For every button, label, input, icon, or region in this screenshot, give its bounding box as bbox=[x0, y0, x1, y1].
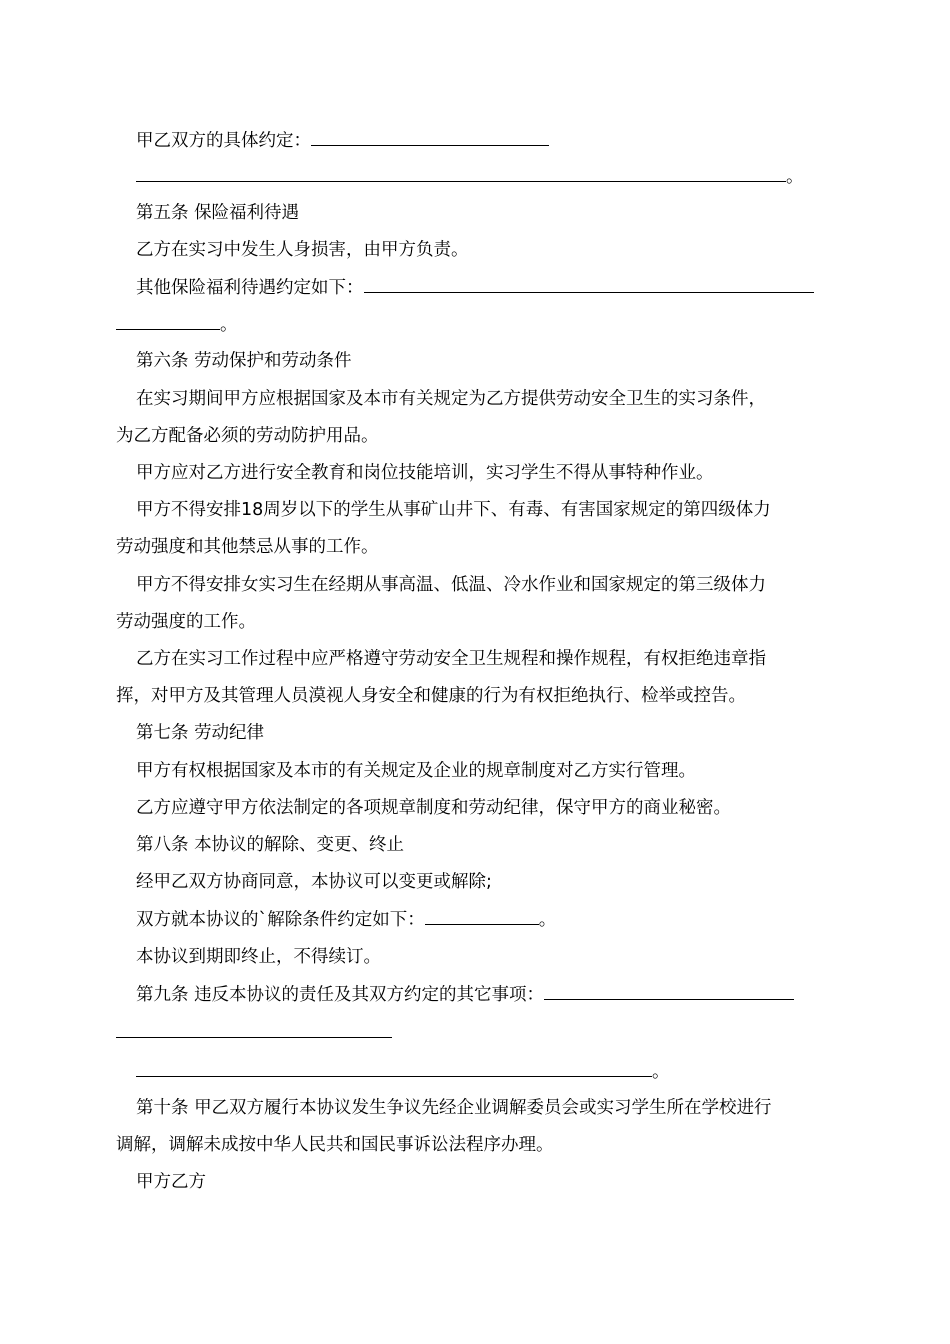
period: 。 bbox=[652, 1062, 670, 1082]
text-line bbox=[136, 1059, 856, 1083]
period: 。 bbox=[786, 167, 804, 187]
article-7-heading: 第七条 劳动纪律 bbox=[136, 723, 265, 743]
text-line: 乙方在实习中发生人身损害，由甲方负责。 bbox=[136, 240, 469, 260]
text-line bbox=[136, 164, 856, 188]
text-line bbox=[136, 907, 856, 931]
article-8-heading: 第八条 本协议的解除、变更、终止 bbox=[136, 835, 405, 855]
signature-parties: 甲方乙方 bbox=[136, 1172, 206, 1192]
blank-field[interactable] bbox=[364, 275, 814, 293]
text-line: 挥，对甲方及其管理人员漠视人身安全和健康的行为有权拒绝执行、检举或控告。 bbox=[116, 686, 746, 706]
text-line: 经甲乙双方协商同意，本协议可以变更或解除; bbox=[136, 872, 492, 892]
agreement-label: 甲乙双方的具体约定： bbox=[136, 131, 311, 151]
text-line: 乙方应遵守甲方依法制定的各项规章制度和劳动纪律，保守甲方的商业秘密。 bbox=[136, 798, 731, 818]
text-line bbox=[136, 275, 856, 299]
text-line bbox=[116, 312, 836, 336]
article-5-heading: 第五条 保险福利待遇 bbox=[136, 203, 300, 223]
text-line: 本协议到期即终止，不得续订。 bbox=[136, 947, 381, 967]
text-line: 甲方不得安排女实习生在经期从事高温、低温、冷水作业和国家规定的第三级体力 bbox=[136, 575, 766, 595]
text-line bbox=[136, 128, 856, 152]
blank-field[interactable] bbox=[116, 1037, 392, 1038]
period: 。 bbox=[220, 315, 238, 335]
text-line: 劳动强度和其他禁忌从事的工作。 bbox=[116, 537, 379, 557]
article-9-heading bbox=[136, 982, 856, 1006]
article-6-heading: 第六条 劳动保护和劳动条件 bbox=[136, 351, 352, 371]
blank-field[interactable] bbox=[136, 164, 786, 182]
text-line: 在实习期间甲方应根据国家及本市有关规定为乙方提供劳动安全卫生的实习条件， bbox=[136, 389, 766, 409]
text-line: 为乙方配备必须的劳动防护用品。 bbox=[116, 426, 379, 446]
blank-field[interactable] bbox=[136, 1059, 652, 1077]
blank-field[interactable] bbox=[311, 128, 549, 146]
article-10-heading: 第十条 甲乙双方履行本协议发生争议先经企业调解委员会或实习学生所在学校进行 bbox=[136, 1098, 772, 1118]
text-line: 劳动强度的工作。 bbox=[116, 612, 256, 632]
termination-label: 双方就本协议的`解除条件约定如下： bbox=[136, 910, 425, 930]
text-line: 甲方有权根据国家及本市的有关规定及企业的规章制度对乙方实行管理。 bbox=[136, 761, 696, 781]
blank-field[interactable] bbox=[544, 982, 794, 1000]
text-line: 甲方不得安排18周岁以下的学生从事矿山井下、有毒、有害国家规定的第四级体力 bbox=[136, 500, 771, 520]
text-line: 甲方应对乙方进行安全教育和岗位技能培训，实习学生不得从事特种作业。 bbox=[136, 463, 714, 483]
blank-field[interactable] bbox=[116, 312, 220, 330]
insurance-label: 其他保险福利待遇约定如下： bbox=[136, 278, 364, 298]
period: 。 bbox=[538, 910, 557, 930]
text-line: 调解，调解未成按中华人民共和国民事诉讼法程序办理。 bbox=[116, 1135, 554, 1155]
blank-field[interactable] bbox=[425, 907, 539, 925]
article-9-label: 第九条 违反本协议的责任及其双方约定的其它事项： bbox=[136, 985, 545, 1005]
text-line: 乙方在实习工作过程中应严格遵守劳动安全卫生规程和操作规程，有权拒绝违章指 bbox=[136, 649, 766, 669]
